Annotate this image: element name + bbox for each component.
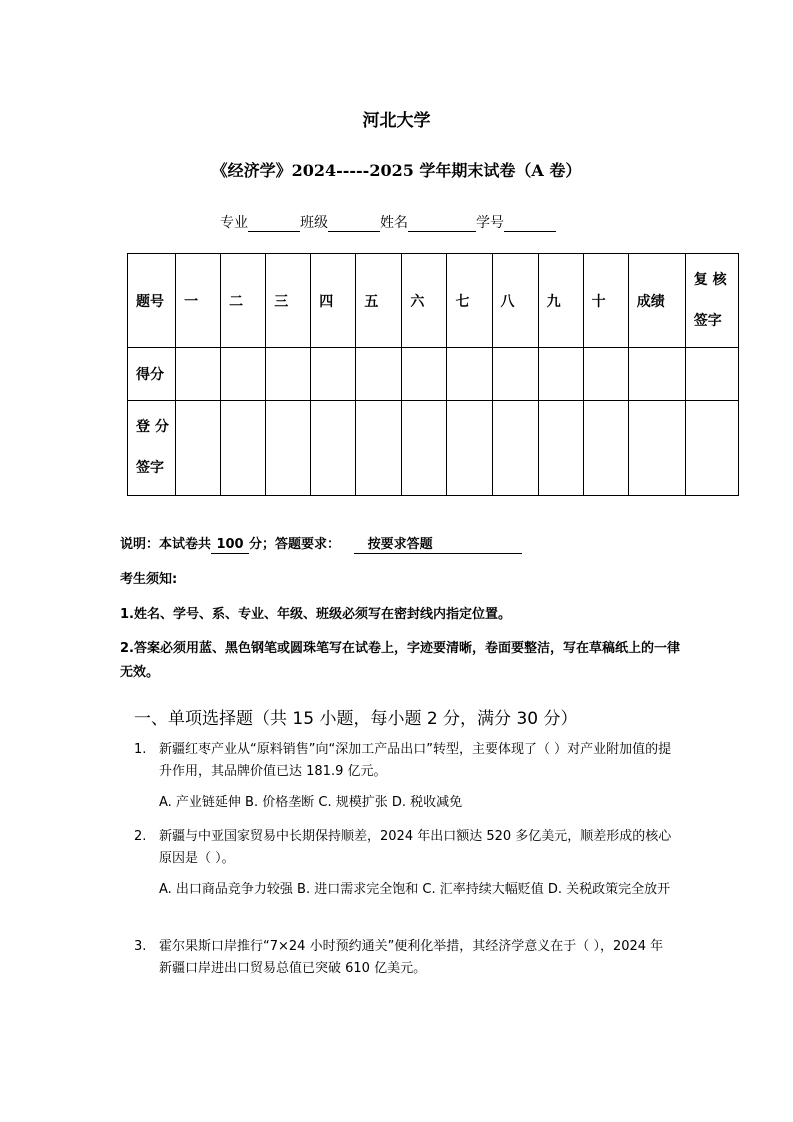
signature-cell[interactable] [628, 401, 685, 496]
col-header-total: 成绩 [628, 254, 685, 348]
score-cell[interactable] [266, 348, 311, 401]
col-header-10: 十 [583, 254, 628, 348]
score-cell[interactable] [447, 348, 492, 401]
review-sign-label: 签字 [693, 312, 722, 329]
score-cell[interactable] [685, 348, 738, 401]
question-number: 1. [134, 742, 147, 757]
student-id-label: 学号 [476, 215, 504, 231]
row-header-score: 得分 [128, 348, 176, 401]
row-header-signature-line1: 登 分 [136, 419, 169, 435]
signature-cell[interactable] [685, 401, 738, 496]
table-row-signature [128, 401, 739, 496]
signature-cell[interactable] [402, 401, 447, 496]
question-1 [134, 739, 674, 783]
col-header-2: 二 [221, 254, 266, 348]
signature-cell[interactable] [492, 401, 538, 496]
total-score: 100 [211, 537, 249, 554]
review-label: 复 核 [693, 271, 727, 288]
question-text: 霍尔果斯口岸推行“7×24 小时预约通关”便利化举措，其经济学意义在于（ ），2024 年新疆口岸进出口贸易总值已突破 610 亿美元。 [159, 939, 664, 976]
score-table [127, 253, 739, 496]
score-cell[interactable] [356, 348, 402, 401]
rule-1: 1.姓名、学号、系、专业、年级、班级必须写在密封线内指定位置。 [120, 607, 511, 622]
name-label: 姓名 [380, 215, 408, 231]
signature-cell[interactable] [266, 401, 311, 496]
col-header-8: 八 [492, 254, 538, 348]
student-info-line [220, 212, 556, 232]
col-header-4: 四 [311, 254, 356, 348]
exam-note [120, 533, 522, 554]
score-cell[interactable] [311, 348, 356, 401]
col-header-9: 九 [538, 254, 583, 348]
signature-cell[interactable] [538, 401, 583, 496]
score-cell[interactable] [402, 348, 447, 401]
signature-cell[interactable] [356, 401, 402, 496]
major-label: 专业 [220, 215, 248, 231]
name-blank[interactable] [408, 215, 476, 232]
col-header-5: 五 [356, 254, 402, 348]
question-number: 3. [134, 939, 147, 954]
table-row-score [128, 348, 739, 401]
col-header-1: 一 [176, 254, 221, 348]
score-cell[interactable] [628, 348, 685, 401]
score-cell[interactable] [221, 348, 266, 401]
col-header-6: 六 [402, 254, 447, 348]
row-header-signature-line2: 签字 [136, 460, 164, 476]
class-blank[interactable] [328, 215, 380, 232]
row-header-question-number: 题号 [128, 254, 176, 348]
exam-title: 《经济学》2024-----2025 学年期末试卷（A 卷） [211, 161, 582, 180]
university-name: 河北大学 [362, 111, 431, 131]
question-text: 新疆红枣产业从“原料销售”向“深加工产品出口”转型，主要体现了（ ）对产业附加值的提升作用，其品牌价值已达 181.9 亿元。 [159, 742, 672, 779]
question-1-options: A. 产业链延伸 B. 价格垄断 C. 规模扩张 D. 税收减免 [159, 795, 463, 810]
col-header-review-sign [685, 254, 738, 348]
student-id-blank[interactable] [504, 215, 556, 232]
rule-2: 2.答案必须用蓝、黑色钢笔或圆珠笔写在试卷上，字迹要清晰，卷面要整洁，写在草稿纸上的一律无效。 [120, 641, 680, 680]
note-mid: 分；答题要求： [249, 537, 341, 552]
row-header-signature [128, 401, 176, 496]
score-cell[interactable] [492, 348, 538, 401]
question-text: 新疆与中亚国家贸易中长期保持顺差，2024 年出口额达 520 多亿美元，顺差形成的核心原因是（ ）。 [159, 829, 672, 866]
col-header-3: 三 [266, 254, 311, 348]
question-2-options: A. 出口商品竞争力较强 B. 进口需求完全饱和 C. 汇率持续大幅贬值 D. 关税政策完全放开 [159, 882, 671, 897]
signature-cell[interactable] [583, 401, 628, 496]
answer-requirement: 按要求答题 [354, 537, 522, 554]
question-number: 2. [134, 829, 147, 844]
signature-cell[interactable] [447, 401, 492, 496]
note-prefix: 说明：本试卷共 [120, 537, 212, 552]
score-cell[interactable] [176, 348, 221, 401]
signature-cell[interactable] [221, 401, 266, 496]
question-3 [134, 936, 674, 980]
score-cell[interactable] [538, 348, 583, 401]
section-1-title: 一、单项选择题（共 15 小题，每小题 2 分，满分 30 分） [134, 709, 578, 729]
signature-cell[interactable] [311, 401, 356, 496]
notice-title: 考生须知: [120, 572, 178, 587]
question-2 [134, 826, 674, 870]
score-cell[interactable] [583, 348, 628, 401]
table-row-question-number [128, 254, 739, 348]
signature-cell[interactable] [176, 401, 221, 496]
class-label: 班级 [300, 215, 328, 231]
col-header-7: 七 [447, 254, 492, 348]
major-blank[interactable] [248, 215, 300, 232]
